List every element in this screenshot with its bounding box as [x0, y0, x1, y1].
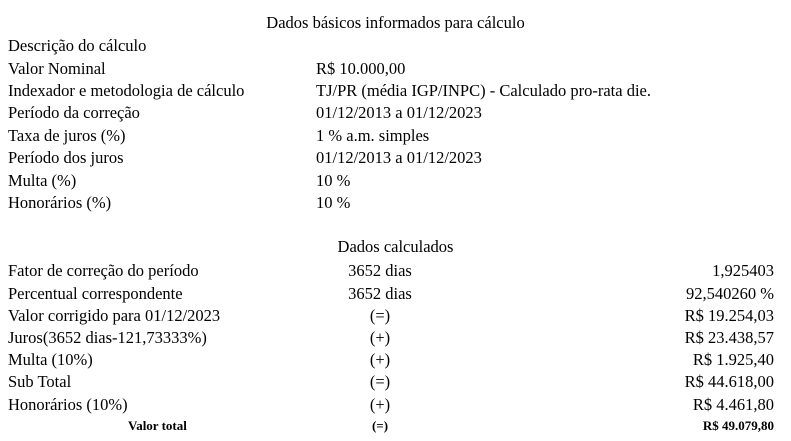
calc-value: 1,925403 [712, 261, 774, 280]
basic-value: TJ/PR (média IGP/INPC) - Calculado pro-rata die. [316, 81, 651, 100]
basic-row-nominal-value [0, 58, 791, 80]
calc-operator: (+) [369, 395, 391, 414]
calc-row-interest [0, 327, 791, 349]
calc-row-subtotal [0, 371, 791, 393]
calc-label: Percentual correspondente [8, 284, 183, 303]
basic-data-title: Dados básicos informados para cálculo [266, 13, 525, 32]
basic-row-indexer [0, 80, 791, 102]
basic-label: Taxa de juros (%) [8, 126, 126, 145]
basic-label: Multa (%) [8, 171, 77, 190]
basic-row-interest-rate [0, 125, 791, 147]
basic-label: Período dos juros [8, 148, 124, 167]
basic-value: 10 % [316, 171, 351, 190]
basic-value: 01/12/2013 a 01/12/2023 [316, 148, 482, 167]
calc-operator: (+) [369, 328, 391, 347]
calc-value: R$ 1.925,40 [692, 350, 774, 369]
calc-label: Sub Total [8, 372, 72, 391]
calc-row-correction-factor [0, 260, 791, 282]
basic-label: Valor Nominal [8, 59, 106, 78]
calc-label: Multa (10%) [8, 350, 93, 369]
calc-label: Juros(3652 dias-121,73333%) [8, 328, 207, 347]
calc-operator: (+) [369, 350, 391, 369]
basic-row-fine [0, 170, 791, 192]
calc-label: Honorários (10%) [8, 395, 128, 414]
calc-row-fees [0, 394, 791, 416]
calc-row-fine [0, 349, 791, 371]
basic-label: Honorários (%) [8, 193, 112, 212]
calc-value: R$ 23.438,57 [684, 328, 774, 347]
calc-row-corrected-value [0, 305, 791, 327]
calc-value: 92,540260 % [686, 284, 774, 303]
basic-label: Descrição do cálculo [8, 36, 147, 55]
basic-value: 10 % [316, 193, 351, 212]
calc-value: R$ 44.618,00 [684, 372, 774, 391]
basic-row-correction-period [0, 102, 791, 124]
calculated-data-title: Dados calculados [337, 237, 454, 256]
calc-operator: 3652 dias [348, 284, 412, 303]
basic-value: 1 % a.m. simples [316, 126, 430, 145]
basic-row-fees [0, 192, 791, 214]
basic-row-description [0, 35, 791, 57]
calc-label: Fator de correção do período [8, 261, 199, 280]
basic-label: Indexador e metodologia de cálculo [8, 81, 245, 100]
calc-label: Valor corrigido para 01/12/2023 [8, 306, 221, 325]
calc-value: R$ 4.461,80 [692, 395, 774, 414]
basic-row-interest-period [0, 147, 791, 169]
total-value: R$ 49.079,80 [702, 418, 774, 433]
basic-value: R$ 10.000,00 [316, 59, 406, 78]
calc-row-total [0, 415, 791, 437]
basic-value: 01/12/2013 a 01/12/2023 [316, 103, 482, 122]
calc-operator: 3652 dias [348, 261, 412, 280]
basic-label: Período da correção [8, 103, 140, 122]
calc-row-percentage [0, 283, 791, 305]
calc-operator: (=) [369, 306, 391, 325]
calc-value: R$ 19.254,03 [684, 306, 774, 325]
total-label: Valor total [128, 418, 187, 433]
total-operator: (=) [371, 418, 389, 433]
calc-operator: (=) [369, 372, 391, 391]
